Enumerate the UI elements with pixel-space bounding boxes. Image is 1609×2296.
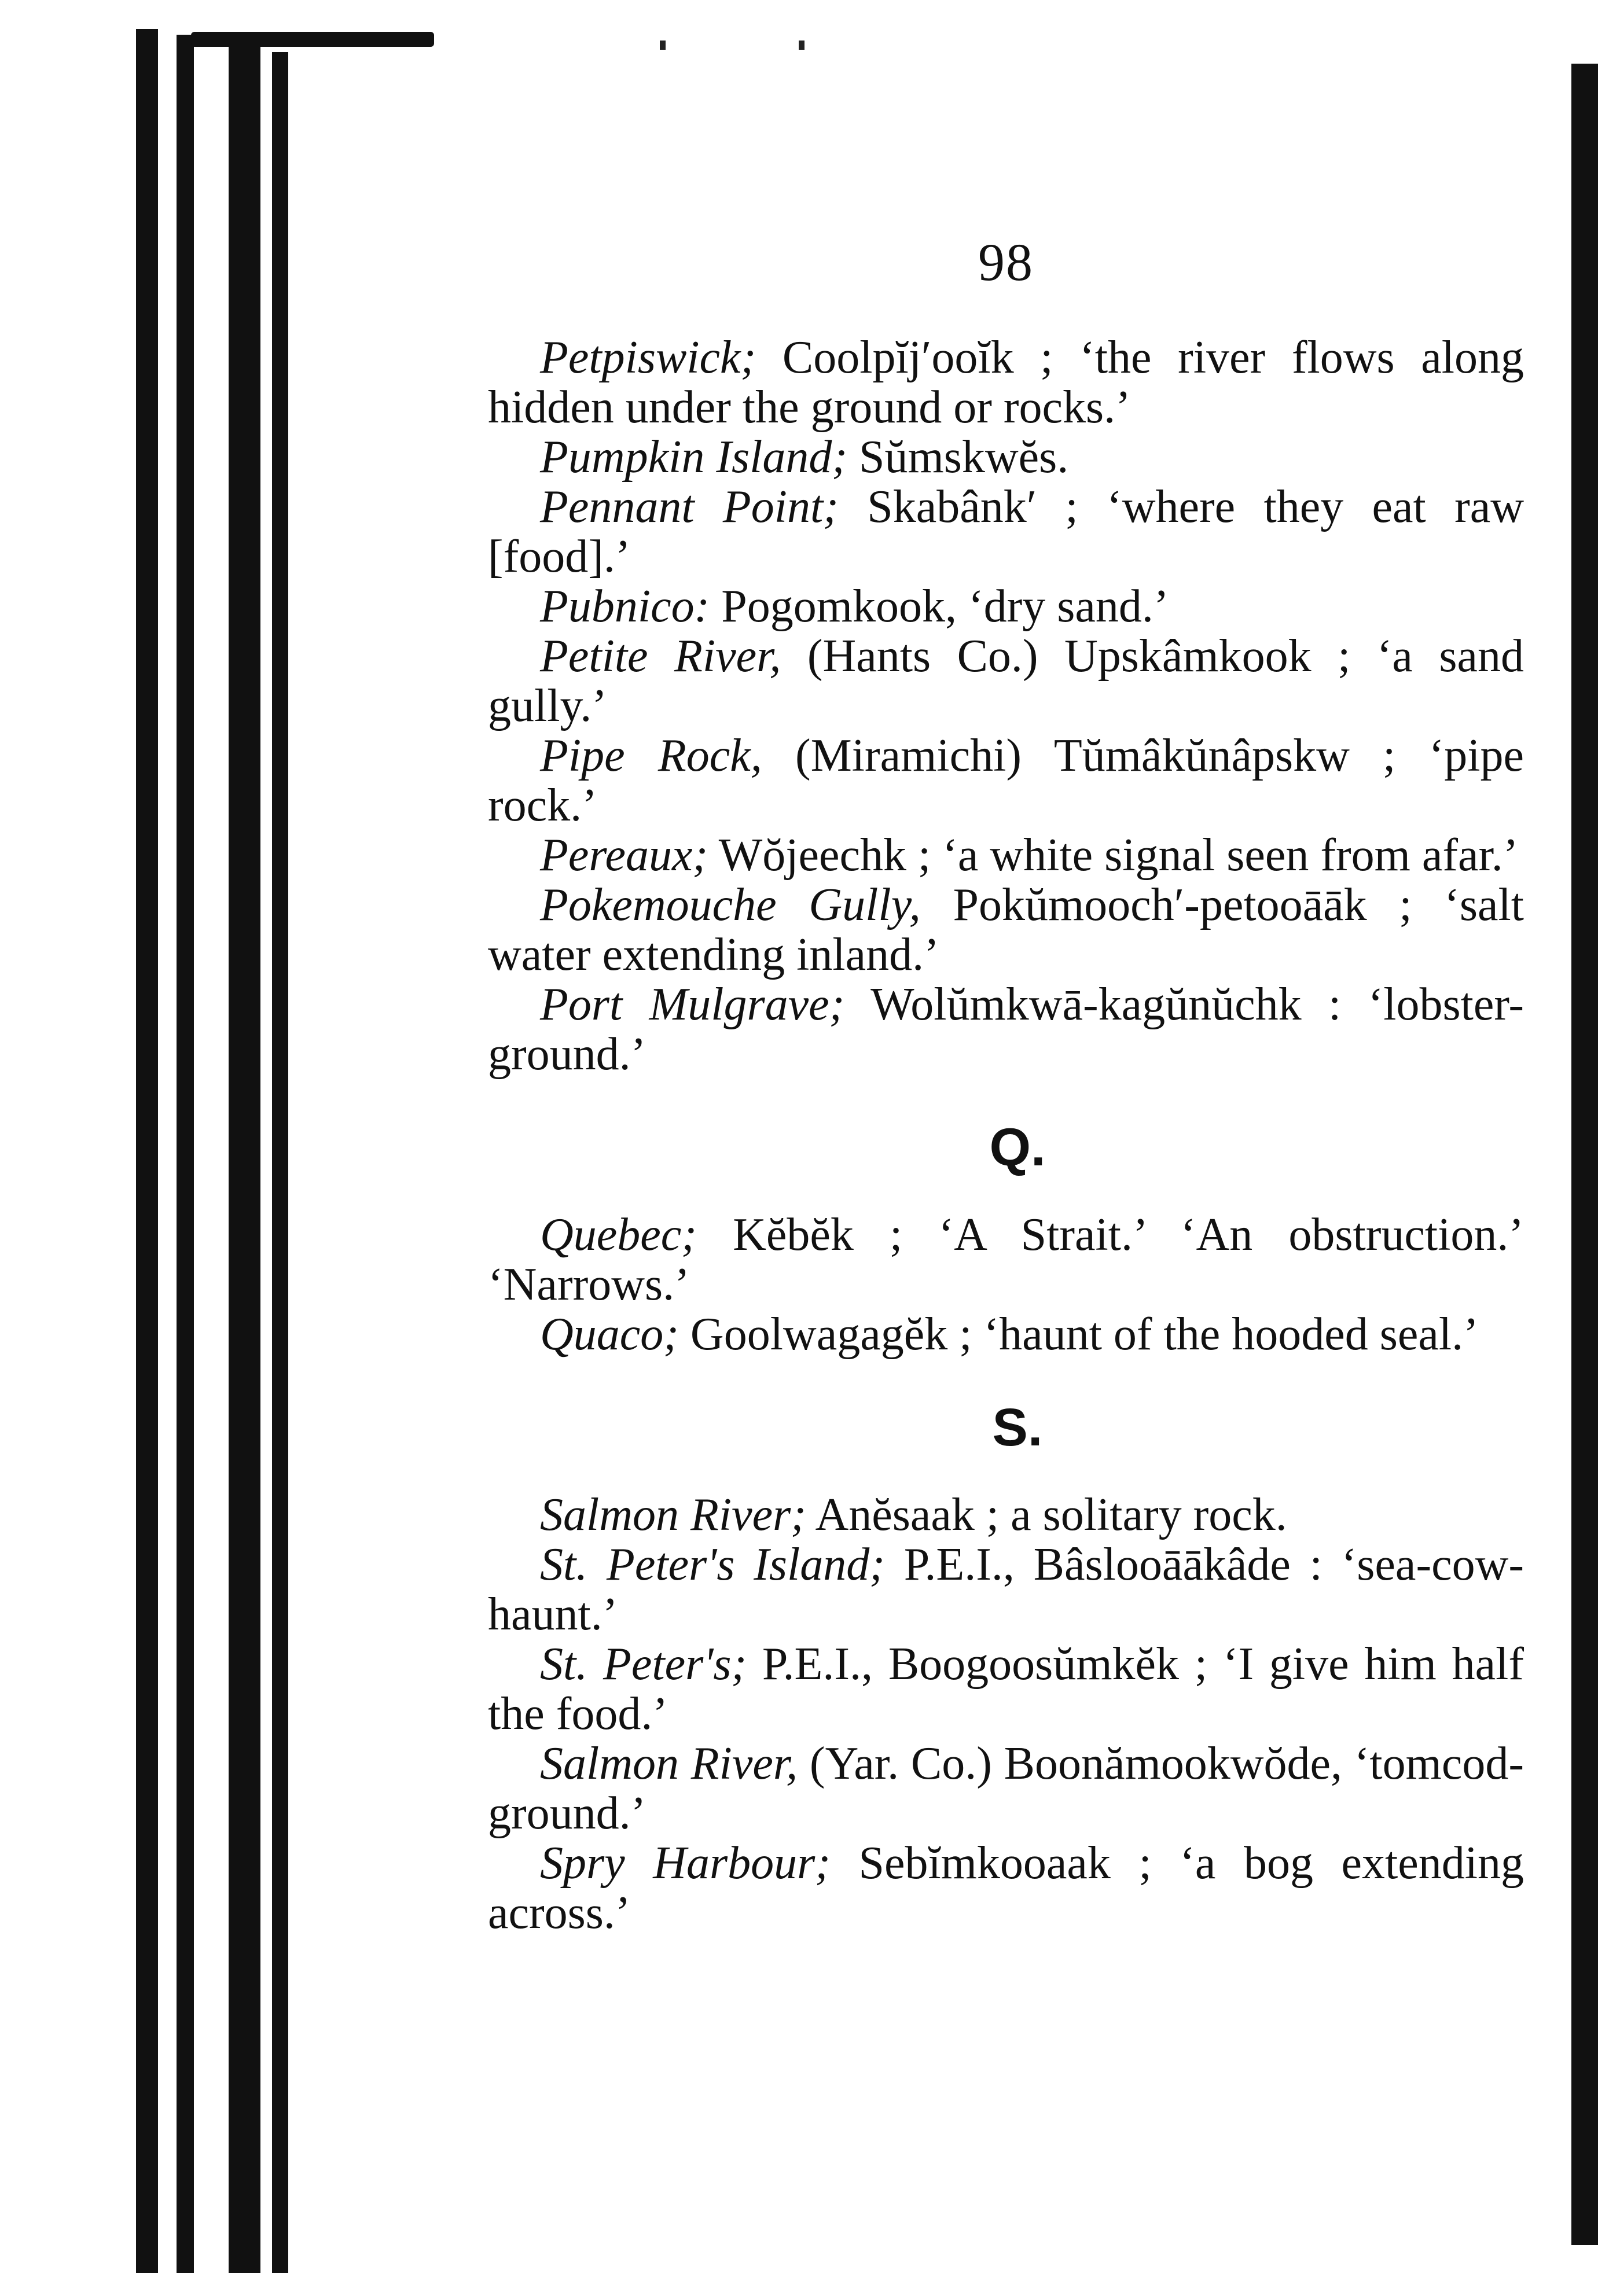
entry-definition: Pogomkook, ‘dry sand.’ (710, 581, 1169, 632)
glossary-entry (488, 1739, 1524, 1838)
place-name: Petpiswick; (540, 332, 756, 383)
scan-speck (799, 41, 804, 50)
entry-definition: Wolŭmkwā-kagŭnŭchk : ‘lobster-ground.’ (488, 979, 1524, 1080)
glossary-entry (488, 1309, 1524, 1359)
entry-definition: Anĕsaak ; a solitary rock. (806, 1489, 1287, 1540)
entry-definition: Sŭmskwĕs. (847, 432, 1069, 483)
place-name: Pereaux; (540, 830, 708, 881)
section-letter: Q. (989, 1118, 1046, 1177)
entry-definition: (Yar. Co.) Boonămookwŏde, ‘tomcod-ground.’ (488, 1738, 1524, 1839)
place-name: Pumpkin Island; (540, 432, 848, 483)
binding-shadow (177, 35, 194, 2273)
place-name: Quebec; (540, 1209, 697, 1260)
binding-shadow (136, 29, 158, 2273)
page-edge-rule (1571, 64, 1598, 2245)
glossary-entry (488, 1838, 1524, 1938)
scan-speck (660, 41, 666, 50)
glossary-entry (488, 830, 1524, 880)
binding-shadow (229, 41, 260, 2273)
place-name: Pokemouche Gully, (540, 880, 921, 930)
glossary-entry (488, 631, 1524, 731)
place-name: Salmon River, (540, 1738, 798, 1789)
entry-definition: Sebĭmkooaak ; ‘a bog extending across.’ (488, 1838, 1524, 1938)
glossary-entry (488, 1490, 1524, 1540)
glossary-entry (488, 1210, 1524, 1309)
glossary-text (488, 333, 1524, 1938)
entry-definition: P.E.I., Bâslooāākâde : ‘sea-cow-haunt.’ (488, 1539, 1524, 1640)
glossary-entry (488, 980, 1524, 1079)
glossary-entry (488, 1639, 1524, 1739)
place-name: Port Mulgrave; (540, 979, 845, 1030)
binding-shadow (272, 52, 288, 2273)
scan-smear (191, 32, 434, 47)
glossary-entry (488, 582, 1524, 631)
place-name: Pubnico: (540, 581, 710, 632)
entry-definition: (Hants Co.) Upskâmkook ; ‘a sand gully.’ (488, 631, 1524, 731)
glossary-entry (488, 880, 1524, 980)
place-name: Spry Harbour; (540, 1838, 831, 1889)
place-name: Quaco; (540, 1309, 679, 1360)
place-name: St. Peter's Island; (540, 1539, 885, 1590)
entry-definition: P.E.I., Boogoosŭmkĕk ; ‘I give him half the food.’ (488, 1639, 1524, 1739)
entry-definition: Wŏjeechk ; ‘a white signal seen from afar.’ (708, 830, 1519, 881)
section-letter: S. (992, 1398, 1043, 1457)
place-name: Petite River, (540, 631, 781, 682)
place-name: Pennant Point; (540, 481, 839, 532)
place-name: St. Peter's; (540, 1639, 747, 1690)
page-number: 98 (978, 233, 1034, 292)
glossary-entry (488, 731, 1524, 830)
glossary-entry (488, 432, 1524, 482)
glossary-entry (488, 482, 1524, 582)
glossary-entry (488, 333, 1524, 432)
place-name: Salmon River; (540, 1489, 806, 1540)
place-name: Pipe Rock, (540, 730, 762, 781)
entry-definition: Goolwagagĕk ; ‘haunt of the hooded seal.’ (678, 1309, 1479, 1360)
entry-definition: (Miramichi) Tŭmâkŭnâpskw ; ‘pipe rock.’ (488, 730, 1524, 831)
entry-definition: Pokŭmooch′-petooāāk ; ‘salt water extending inland.’ (488, 880, 1524, 980)
entry-definition: Skabânk′ ; ‘where they eat raw [food].’ (488, 481, 1524, 582)
entry-definition: Coolpĭj′ooĭk ; ‘the river flows along hidden under the ground or rocks.’ (488, 332, 1524, 433)
entry-definition: Kĕbĕk ; ‘A Strait.’ ‘An obstruction.’ ‘Narrows.’ (488, 1209, 1524, 1310)
glossary-entry (488, 1540, 1524, 1639)
